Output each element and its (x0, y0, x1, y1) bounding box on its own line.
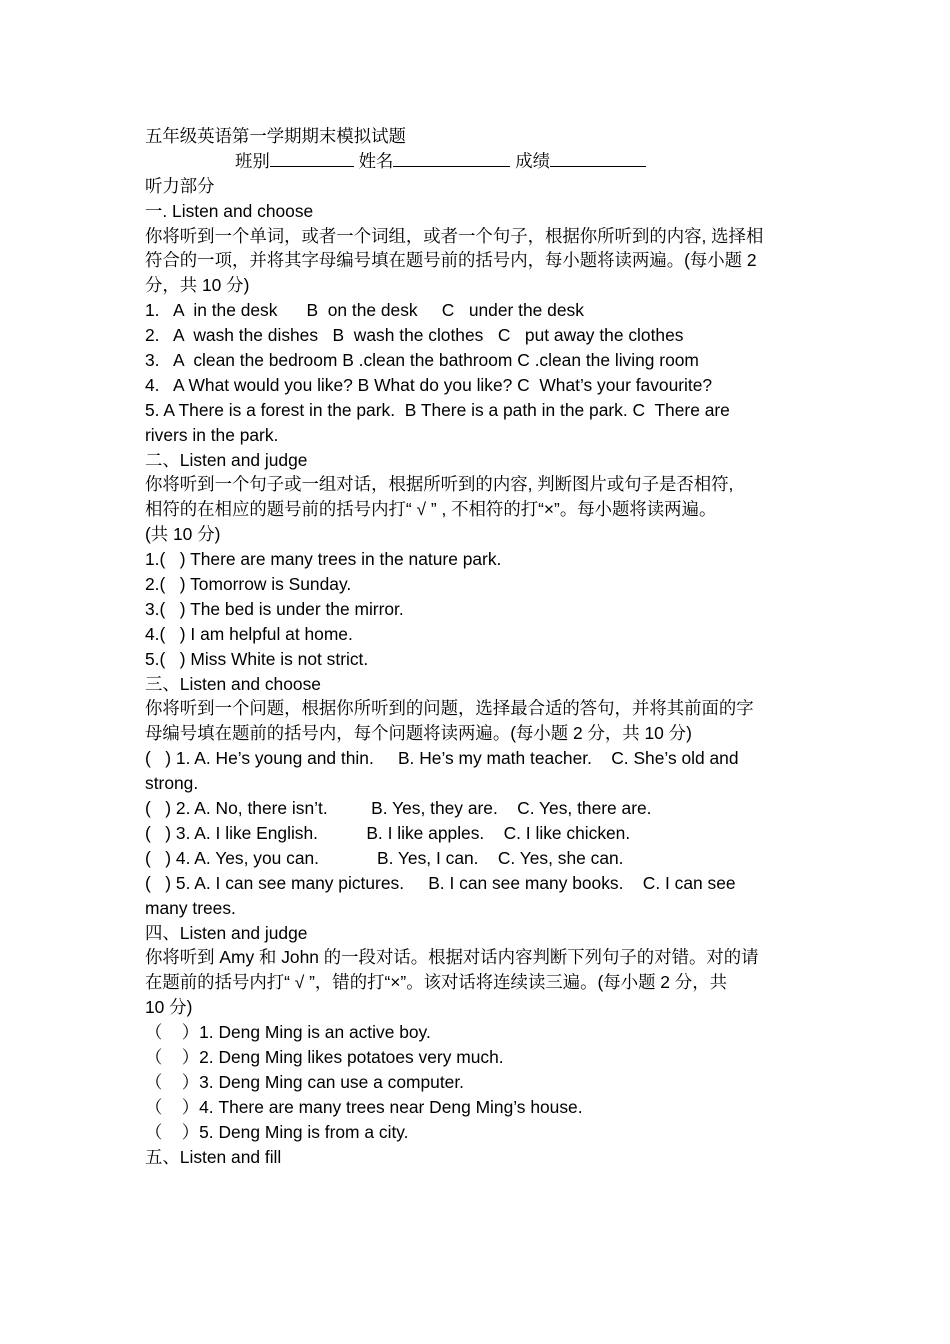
section-1-instruction: 你将听到一个单词，或者一个词组，或者一个句子，根据你所听到的内容, 选择相 (145, 225, 764, 246)
question-item: 2. A wash the dishes B wash the clothes C put away the clothes (145, 325, 684, 346)
section-2-instruction: 你将听到一个句子或一组对话，根据所听到的内容, 判断图片或句子是否相符, (145, 474, 734, 495)
question-item: ( ) 1. A. He’s young and thin. B. He’s my math teacher. C. She’s old and (145, 748, 739, 769)
section-4-instruction: 在题前的括号内打“ √ ”，错的打“×”。该对话将连续读三遍。(每小题 2 分，共 (145, 972, 727, 993)
question-item: （ ）3. Deng Ming can use a computer. (145, 1071, 464, 1092)
question-item: （ ）1. Deng Ming is an active boy. (145, 1022, 431, 1043)
question-item: ( ) 5. A. I can see many pictures. B. I can see many books. C. I can see (145, 872, 736, 893)
question-item: （ ）4. There are many trees near Deng Ming’s house. (145, 1096, 583, 1117)
section-3-instruction: 母编号填在题前的括号内，每个问题将读两遍。(每小题 2 分，共 10 分) (145, 723, 692, 744)
question-item: ( ) 2. A. No, there isn’t. B. Yes, they are. C. Yes, there are. (145, 798, 652, 819)
section-2-instruction: (共 10 分) (145, 524, 221, 545)
section-1-instruction: 分，共 10 分) (145, 275, 250, 296)
section-4-heading: 四、Listen and judge (145, 922, 308, 943)
exam-content (145, 124, 815, 1169)
student-info-line (145, 149, 815, 174)
question-item: 4. A What would you like? B What do you like? C What’s your favourite? (145, 374, 713, 395)
question-item: 3. A clean the bedroom B .clean the bathroom C .clean the living room (145, 350, 699, 371)
name-blank[interactable] (393, 149, 510, 167)
question-item: 3.( ) The bed is under the mirror. (145, 598, 404, 619)
class-blank[interactable] (270, 149, 354, 167)
question-item: （ ）2. Deng Ming likes potatoes very much. (145, 1046, 504, 1067)
question-item: 1. A in the desk B on the desk C under the desk (145, 300, 584, 321)
part-title: 听力部分 (145, 175, 215, 196)
score-label: 成绩 (515, 150, 551, 171)
question-item: ( ) 3. A. I like English. B. I like apples. C. I like chicken. (145, 822, 631, 843)
question-item: 1.( ) There are many trees in the nature park. (145, 549, 502, 570)
question-item: 5.( ) Miss White is not strict. (145, 648, 369, 669)
question-item: strong. (145, 773, 199, 794)
section-3-heading: 三、Listen and choose (145, 673, 321, 694)
section-1-instruction: 符合的一项，并将其字母编号填在题号前的括号内，每小题将读两遍。(每小题 2 (145, 250, 757, 271)
question-item: （ ）5. Deng Ming is from a city. (145, 1121, 409, 1142)
question-item: rivers in the park. (145, 424, 279, 445)
section-2-heading: 二、Listen and judge (145, 449, 308, 470)
score-blank[interactable] (550, 149, 646, 167)
name-label: 姓名 (358, 150, 394, 171)
section-2-instruction: 相符的在相应的题号前的括号内打“ √ ” , 不相符的打“×”。每小题将读两遍。 (145, 499, 717, 520)
question-item: 2.( ) Tomorrow is Sunday. (145, 574, 352, 595)
question-item: many trees. (145, 897, 236, 918)
question-item: 4.( ) I am helpful at home. (145, 623, 353, 644)
class-label: 班别 (235, 150, 270, 171)
question-item: 5. A There is a forest in the park. B There is a path in the park. C There are (145, 399, 730, 420)
section-4-instruction: 你将听到 Amy 和 John 的一段对话。根据对话内容判断下列句子的对错。对的请 (145, 947, 759, 968)
section-1-heading: 一. Listen and choose (145, 200, 314, 221)
exam-title: 五年级英语第一学期期末模拟试题 (145, 126, 406, 146)
section-4-instruction: 10 分) (145, 997, 193, 1018)
section-5-heading: 五、Listen and fill (145, 1146, 282, 1167)
section-3-instruction: 你将听到一个问题，根据你所听到的问题，选择最合适的答句，并将其前面的字 (145, 698, 754, 719)
question-item: ( ) 4. A. Yes, you can. B. Yes, I can. C. Yes, she can. (145, 847, 624, 868)
